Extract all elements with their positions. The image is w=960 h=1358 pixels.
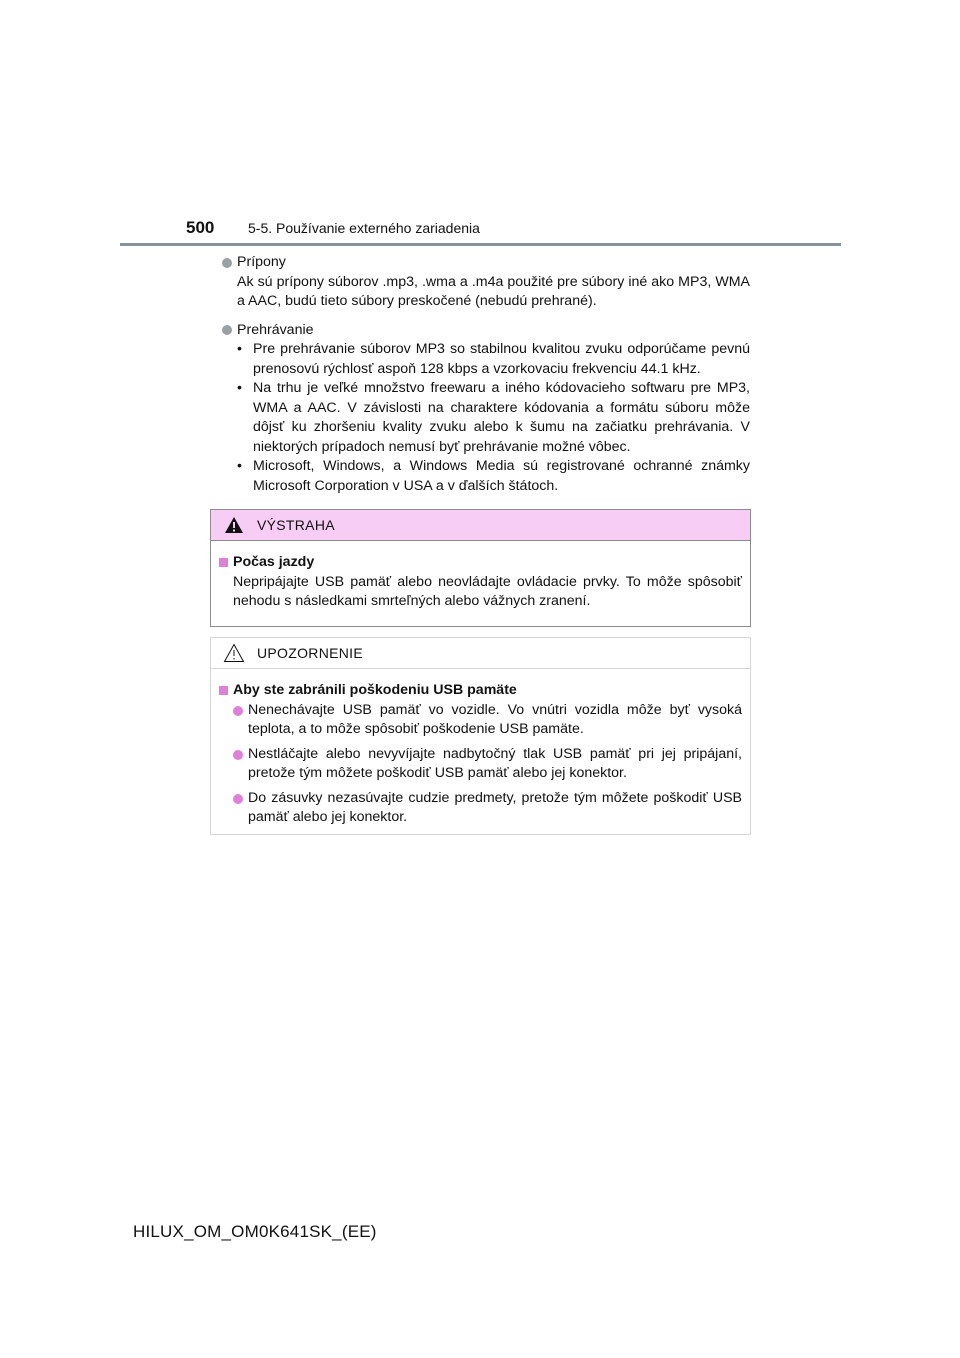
caution-body <box>211 669 750 828</box>
warning-triangle-icon <box>211 516 257 534</box>
list-item-text: Do zásuvky nezasúvajte cudzie predmety, pretože tým môžete poškodiť USB pamäť alebo jej konektor. <box>248 789 742 825</box>
playback-section <box>222 321 750 497</box>
caution-box <box>210 637 751 835</box>
caution-heading-text: Aby ste zabránili poškodeniu USB pamäte <box>233 682 517 698</box>
warning-label: VÝSTRAHA <box>257 517 335 533</box>
list-item <box>222 379 750 457</box>
warning-text: Nepripájajte USB pamäť alebo neovládajte ovládacie prvky. To môže spôsobiť nehodu s následkami smrteľných alebo vážnych zranení. <box>233 573 742 609</box>
caution-triangle-outline-icon <box>211 643 257 663</box>
document-code: HILUX_OM_OM0K641SK_(EE) <box>133 1222 377 1241</box>
bullet-dot-icon <box>233 794 243 804</box>
page-number: 500 <box>186 218 215 237</box>
warning-body <box>211 541 750 612</box>
list-item-text: Nestláčajte alebo nevyvíjajte nadbytočný tlak USB pamäť pri jej pripájaní, pretože tým môžete poškodiť USB pamäť alebo jej konektor. <box>248 745 742 781</box>
caution-label: UPOZORNENIE <box>257 645 363 661</box>
list-item <box>219 789 742 828</box>
extensions-text: Ak sú prípony súborov .mp3, .wma a .m4a použité pre súbory iné ako MP3, WMA a AAC, budú tieto súbory preskočené (nebudú prehrané). <box>237 273 750 309</box>
playback-title: Prehrávanie <box>237 321 314 338</box>
caution-subheading <box>219 681 742 701</box>
list-item-text: Pre prehrávanie súborov MP3 so stabilnou kvalitou zvuku odporúčame pevnú prenosovú rýchlosť aspoň 128 kbps a vzorkovaciu frekvenciu 44.1 kHz. <box>253 341 750 377</box>
square-bullet-icon <box>219 558 228 567</box>
list-item <box>219 701 742 740</box>
caution-header <box>211 638 750 669</box>
bullet-dot-icon <box>233 706 243 716</box>
bullet-dot-icon <box>233 750 243 760</box>
bullet-marker: • <box>237 458 242 474</box>
list-item <box>222 457 750 496</box>
extensions-section <box>222 253 750 312</box>
list-item-text: Microsoft, Windows, a Windows Media sú registrované ochranné známky Microsoft Corporation v USA a v ďalších štátoch. <box>253 458 750 494</box>
list-item <box>222 340 750 379</box>
bullet-marker: • <box>237 341 242 357</box>
list-item-text: Na trhu je veľké množstvo freewaru a iného kódovacieho softwaru pre MP3, WMA a AAC. V závislosti na charaktere kódovania a formátu súboru môže dôjsť ku zhoršeniu kvality zvuku alebo k šumu na začiatku prehrávania. V niektorých prípadoch nemusí byť prehrávanie možné vôbec. <box>253 380 750 455</box>
page-header <box>186 218 480 242</box>
section-title: 5-5. Používanie externého zariadenia <box>248 220 480 236</box>
list-item-text: Nenechávajte USB pamäť vo vozidle. Vo vnútri vozidla môže byť vysoká teplota, a to môže spôsobiť poškodenie USB pamäte. <box>248 701 742 737</box>
header-divider <box>120 243 841 246</box>
extensions-heading <box>222 253 750 273</box>
square-bullet-icon <box>219 686 228 695</box>
warning-box <box>210 509 751 627</box>
main-content <box>222 253 750 505</box>
warning-subheading <box>219 553 742 573</box>
bullet-dot-icon <box>222 325 232 335</box>
extensions-title: Prípony <box>237 254 286 270</box>
warning-heading-text: Počas jazdy <box>233 554 315 570</box>
playback-heading <box>222 321 750 341</box>
bullet-marker: • <box>237 380 242 396</box>
warning-header <box>211 510 750 541</box>
bullet-dot-icon <box>222 258 232 268</box>
list-item <box>219 745 742 784</box>
